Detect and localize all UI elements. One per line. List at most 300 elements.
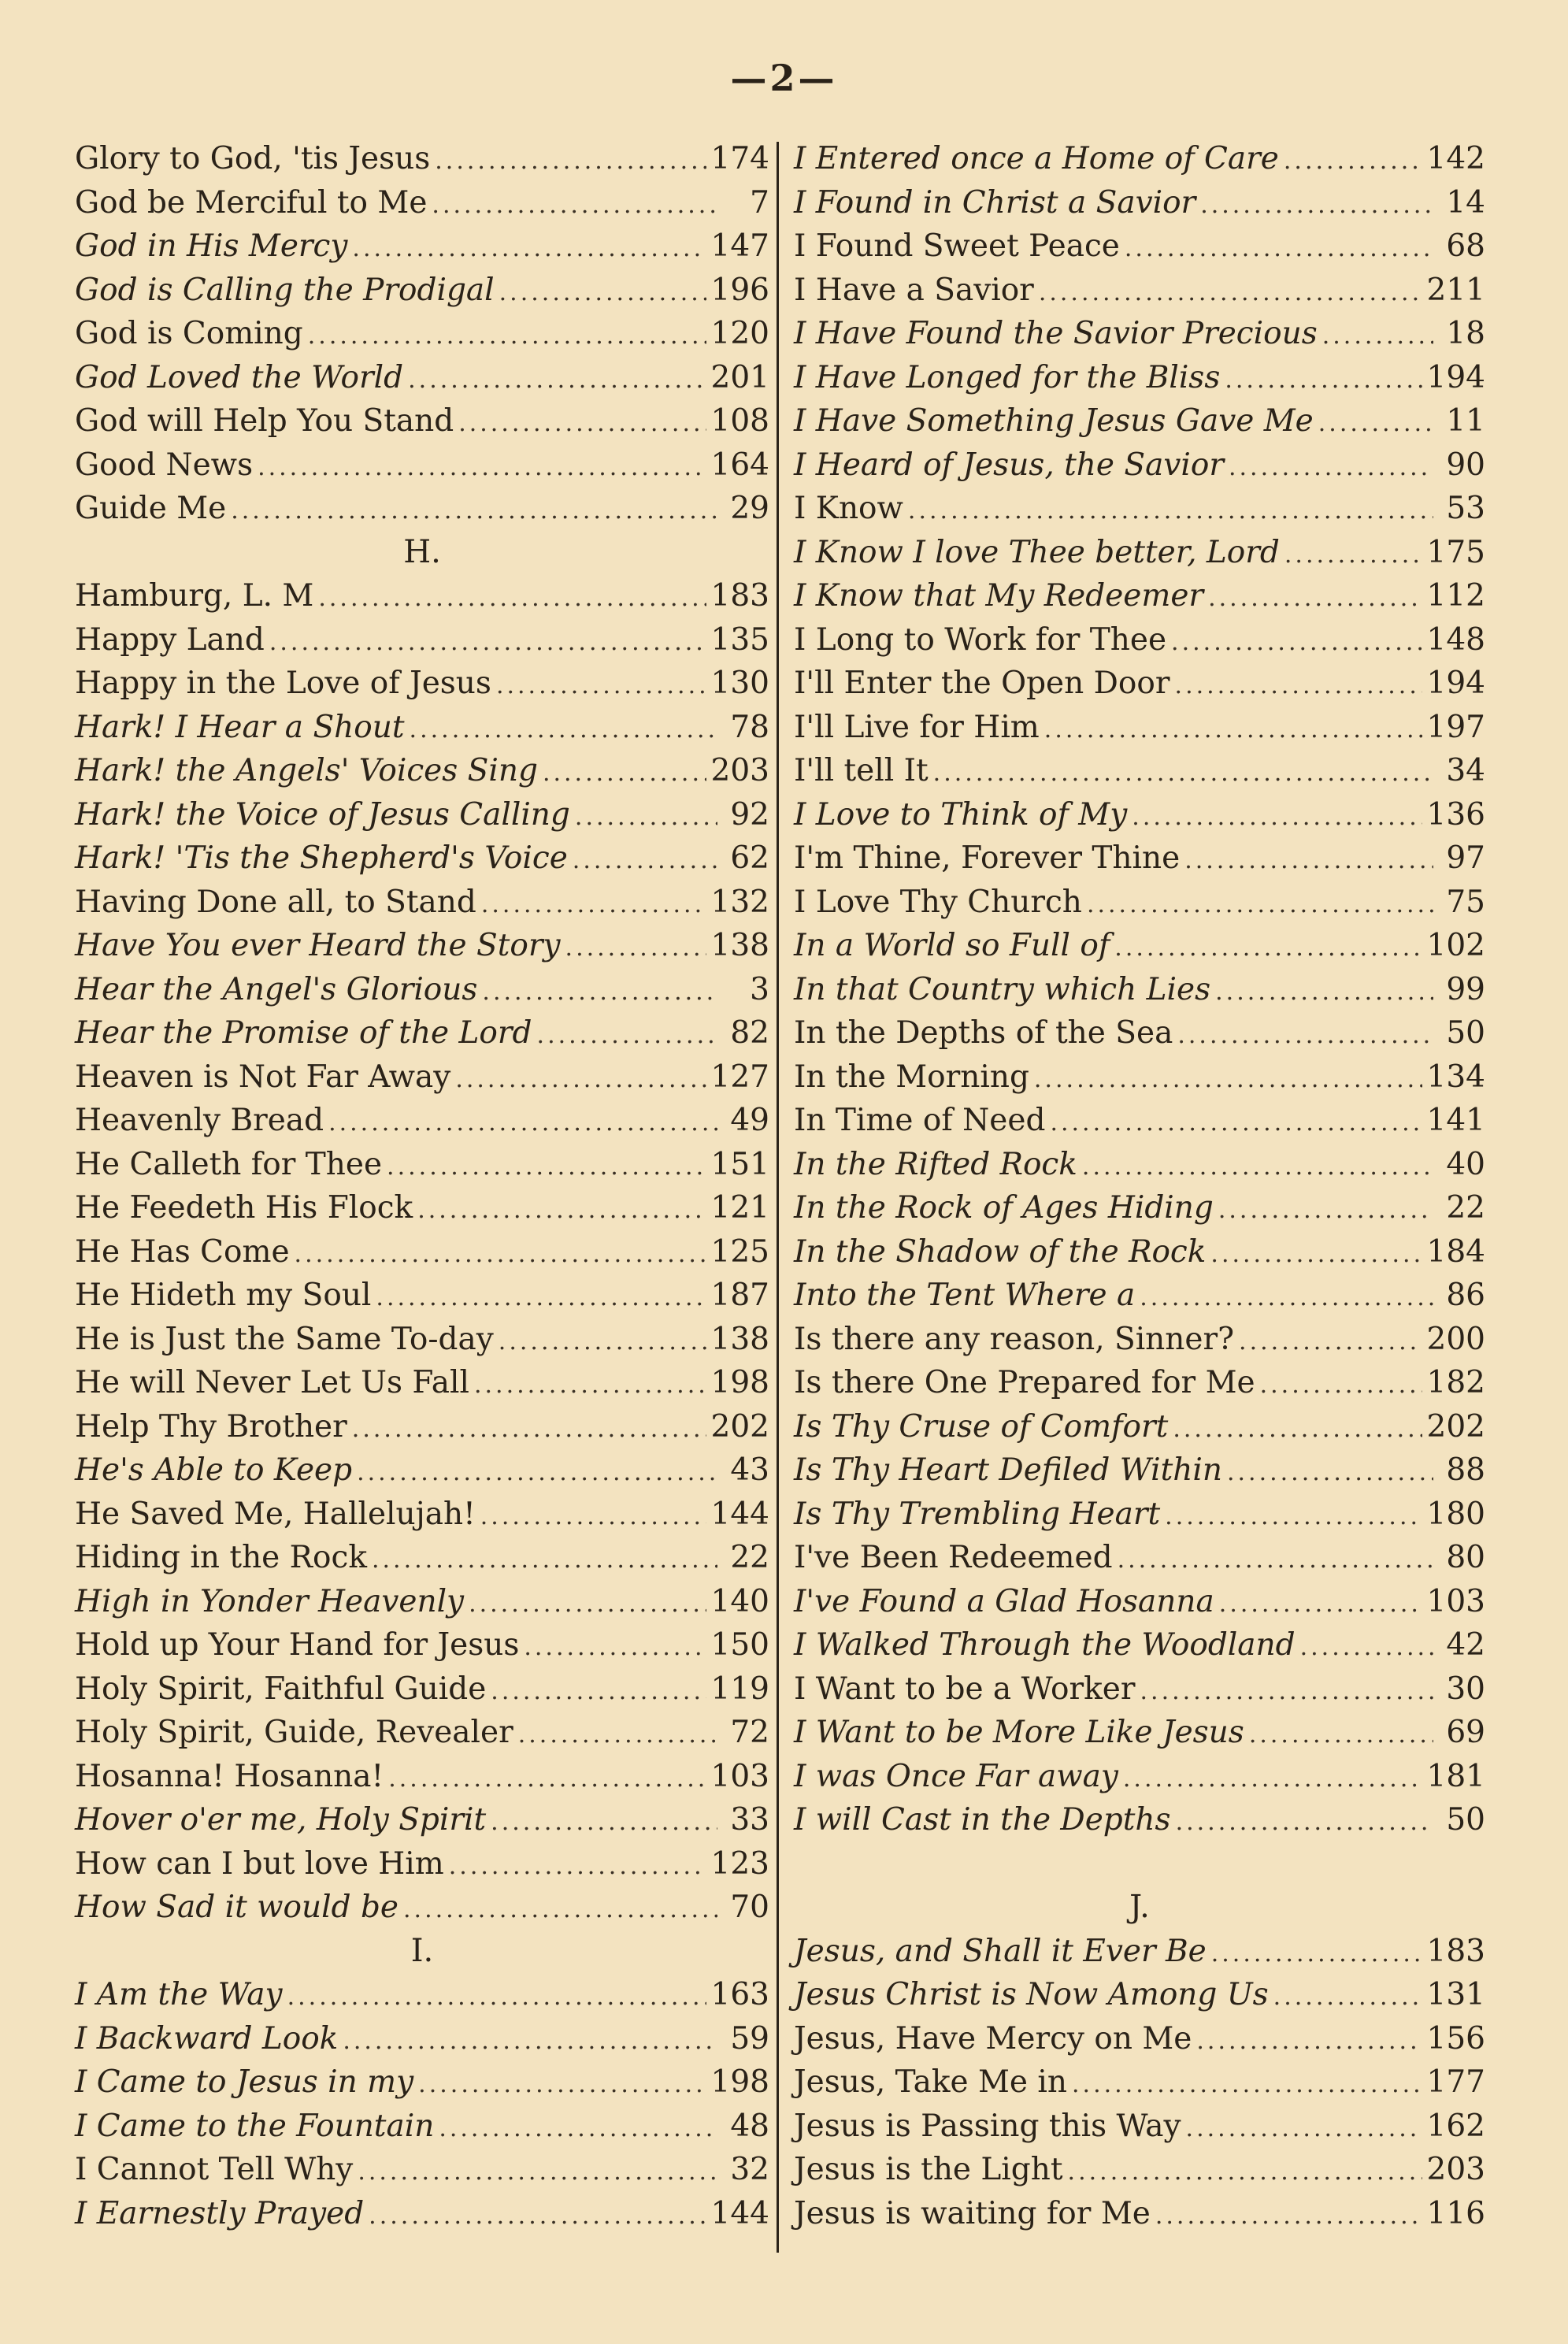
entry-title: High in Yonder Heavenly — [75, 1583, 465, 1619]
dot-leader — [343, 2019, 717, 2064]
dot-leader — [388, 1757, 706, 1801]
index-entry — [794, 1623, 1485, 1667]
entry-title: In the Morning — [794, 1059, 1029, 1095]
index-entry — [75, 224, 769, 269]
entry-title: I Cannot Tell Why — [75, 2152, 354, 2187]
entry-page-number: 103 — [1426, 1583, 1485, 1619]
dot-leader — [1132, 796, 1422, 840]
entry-page-number: 40 — [1446, 1146, 1485, 1182]
index-entry — [75, 618, 769, 662]
index-entry — [794, 2148, 1485, 2192]
entry-title: I Have Something Jesus Gave Me — [794, 403, 1314, 439]
entry-title: I'll Live for Him — [794, 709, 1040, 745]
index-entry — [75, 881, 769, 925]
entry-title: I Came to the Fountain — [75, 2108, 435, 2144]
index-entry — [794, 1973, 1485, 2017]
entry-title: Jesus Christ is Now Among Us — [794, 1977, 1269, 2012]
index-entry — [794, 1099, 1485, 1143]
entry-page-number: 116 — [1426, 2195, 1485, 2231]
index-entry — [794, 2192, 1485, 2236]
entry-title: God will Help You Stand — [75, 403, 454, 439]
dot-leader — [418, 2063, 706, 2107]
dot-leader — [410, 708, 717, 752]
entry-title: Hark! the Angels' Voices Sing — [75, 753, 538, 788]
index-entry — [75, 2105, 769, 2149]
index-entry — [75, 1493, 769, 1537]
index-entry — [75, 1536, 769, 1580]
entry-page-number: 82 — [730, 1015, 769, 1051]
entry-page-number: 197 — [1426, 709, 1485, 745]
index-entry — [794, 881, 1485, 925]
entry-page-number: 99 — [1446, 971, 1485, 1007]
dot-leader — [369, 2194, 706, 2238]
entry-title: Hear the Angel's Glorious — [75, 971, 478, 1007]
dot-leader — [1176, 1801, 1433, 1845]
index-entry — [794, 662, 1485, 706]
entry-page-number: 125 — [710, 1233, 769, 1270]
index-entry — [75, 2192, 769, 2236]
entry-title: In the Rock of Ages Hiding — [794, 1190, 1214, 1226]
entry-title: Jesus is waiting for Me — [794, 2195, 1151, 2231]
entry-title: I Found Sweet Peace — [794, 228, 1120, 264]
dot-leader — [1177, 1014, 1433, 1058]
entry-title: I Am the Way — [75, 1977, 283, 2012]
dot-leader — [1210, 1233, 1422, 1277]
dot-leader — [1034, 1058, 1422, 1102]
index-entry — [75, 1973, 769, 2017]
dot-leader — [328, 1101, 717, 1145]
entry-page-number: 150 — [710, 1627, 769, 1663]
entry-page-number: 102 — [1426, 928, 1485, 963]
index-entry — [75, 399, 769, 443]
entry-page-number: 147 — [710, 228, 769, 264]
index-entry — [75, 1055, 769, 1100]
dot-leader — [308, 314, 706, 358]
index-entry — [794, 487, 1485, 531]
index-entry — [794, 531, 1485, 575]
entries-h — [75, 574, 769, 1930]
entry-page-number: 75 — [1446, 884, 1485, 920]
entry-page-number: 156 — [1426, 2020, 1485, 2057]
entry-title: I Know — [794, 491, 903, 526]
dot-leader — [1082, 1145, 1433, 1189]
entry-title: Heaven is Not Far Away — [75, 1059, 451, 1095]
dot-leader — [1218, 1189, 1433, 1233]
entry-title: Have You ever Heard the Story — [75, 928, 561, 963]
entry-page-number: 32 — [730, 2152, 769, 2187]
entry-title: Hosanna! Hosanna! — [75, 1758, 384, 1794]
entry-page-number: 144 — [710, 2195, 769, 2231]
dot-leader — [1318, 402, 1433, 446]
entry-title: Is there One Prepared for Me — [794, 1365, 1255, 1400]
entry-page-number: 11 — [1446, 403, 1485, 439]
dot-leader — [1155, 2194, 1422, 2238]
dot-leader — [1219, 1582, 1422, 1626]
dot-leader — [449, 1845, 706, 1889]
entry-page-number: 200 — [1426, 1321, 1485, 1357]
entry-page-number: 14 — [1446, 184, 1485, 221]
right-index-column — [794, 137, 1485, 2235]
entry-page-number: 180 — [1426, 1496, 1485, 1532]
entry-page-number: 34 — [1446, 753, 1485, 788]
dot-leader — [474, 1363, 706, 1408]
dot-leader — [357, 1451, 717, 1495]
entry-title: Is Thy Heart Defiled Within — [794, 1452, 1222, 1488]
entry-title: In that Country which Lies — [794, 971, 1211, 1007]
entry-title: In a World so Full of — [794, 928, 1110, 963]
dot-leader — [1044, 708, 1422, 752]
entry-page-number: 130 — [710, 666, 769, 701]
entry-title: Is there any reason, Sinner? — [794, 1321, 1235, 1357]
index-entry — [794, 2060, 1485, 2105]
index-entry — [794, 1448, 1485, 1493]
dot-leader — [1087, 883, 1433, 927]
index-entry — [75, 1099, 769, 1143]
dot-leader — [1171, 621, 1422, 665]
dot-leader — [491, 1670, 706, 1714]
dot-leader — [387, 1145, 706, 1189]
index-entry — [794, 1580, 1485, 1624]
entry-page-number: 69 — [1446, 1715, 1485, 1750]
entry-page-number: 33 — [730, 1802, 769, 1838]
entry-page-number: 138 — [710, 928, 769, 963]
index-entry — [75, 706, 769, 750]
entry-title: I Love to Think of My — [794, 796, 1128, 833]
index-entry — [794, 181, 1485, 225]
dot-leader — [543, 751, 706, 796]
entry-page-number: 140 — [710, 1583, 769, 1619]
entry-title: I've Found a Glad Hosanna — [794, 1583, 1214, 1619]
dot-leader — [1186, 2107, 1422, 2151]
entry-title: God Loved the World — [75, 359, 404, 395]
dot-leader — [1249, 1713, 1433, 1757]
dot-leader — [1208, 577, 1422, 621]
dot-leader — [1072, 2063, 1422, 2107]
index-entry — [794, 1186, 1485, 1230]
entry-page-number: 142 — [1426, 141, 1485, 176]
dot-leader — [372, 1538, 717, 1582]
entry-page-number: 92 — [730, 796, 769, 833]
dot-leader — [1225, 358, 1422, 402]
entry-title: Hover o'er me, Holy Spirit — [75, 1802, 487, 1838]
entry-title: Hark! the Voice of Jesus Calling — [75, 796, 570, 833]
dot-leader — [1050, 1101, 1422, 1145]
entry-page-number: 196 — [710, 272, 769, 308]
entry-page-number: 198 — [710, 1365, 769, 1400]
index-entry — [794, 224, 1485, 269]
entry-page-number: 136 — [1426, 796, 1485, 833]
entry-title: I'll Enter the Open Door — [794, 666, 1170, 701]
entry-title: Is Thy Cruse of Comfort — [794, 1408, 1169, 1445]
entry-page-number: 59 — [730, 2020, 769, 2057]
entry-page-number: 30 — [1446, 1671, 1485, 1707]
entry-title: God is Calling the Prodigal — [75, 272, 495, 308]
index-entry — [794, 1361, 1485, 1405]
entry-page-number: 134 — [1426, 1059, 1485, 1095]
entry-page-number: 194 — [1426, 666, 1485, 701]
dot-leader — [482, 970, 717, 1014]
index-entry — [794, 1711, 1485, 1755]
entry-title: I Know I love Thee better, Lord — [794, 534, 1280, 570]
entry-page-number: 131 — [1426, 1977, 1485, 2012]
entry-title: I'll tell It — [794, 753, 929, 788]
entry-title: He's Able to Keep — [75, 1452, 353, 1488]
index-entry — [794, 1798, 1485, 1842]
dot-leader — [573, 839, 717, 883]
entry-page-number: 127 — [710, 1059, 769, 1095]
index-entry — [794, 356, 1485, 400]
entry-title: Heavenly Bread — [75, 1103, 324, 1138]
dot-leader — [1184, 839, 1433, 883]
index-entry — [794, 1011, 1485, 1055]
entry-title: I Long to Work for Thee — [794, 621, 1167, 658]
entry-page-number: 148 — [1426, 621, 1485, 658]
index-entry — [794, 269, 1485, 313]
dot-leader — [1273, 1975, 1422, 2019]
entry-title: I Found in Christ a Savior — [794, 184, 1196, 221]
index-entry — [75, 1755, 769, 1799]
entry-page-number: 201 — [710, 359, 769, 395]
index-entry — [75, 1318, 769, 1362]
index-entry — [75, 356, 769, 400]
entry-title: Hamburg, L. M — [75, 578, 314, 614]
entry-page-number: 78 — [730, 709, 769, 745]
index-entry — [794, 618, 1485, 662]
entry-title: He Hideth my Soul — [75, 1278, 372, 1313]
index-entry — [794, 1536, 1485, 1580]
entry-page-number: 43 — [730, 1452, 769, 1488]
entry-title: I Earnestly Prayed — [75, 2195, 365, 2231]
section-heading-j: J. — [1129, 1889, 1150, 1925]
entry-page-number: 183 — [710, 578, 769, 614]
left-index-column — [75, 137, 769, 2235]
entry-title: Guide Me — [75, 491, 227, 526]
entry-title: I Entered once a Home of Care — [794, 141, 1279, 176]
dot-leader — [1200, 184, 1433, 228]
entries-i-right — [794, 137, 1485, 1842]
index-entry — [75, 1405, 769, 1449]
entry-page-number: 22 — [1446, 1190, 1485, 1226]
entry-title: Help Thy Brother — [75, 1408, 347, 1445]
entry-title: Into the Tent Where a — [794, 1278, 1136, 1313]
index-entry — [75, 968, 769, 1012]
entry-title: He Has Come — [75, 1233, 290, 1270]
entry-page-number: 123 — [710, 1845, 769, 1882]
entries-j — [794, 1930, 1485, 2236]
section-gap — [794, 1842, 1485, 1886]
entry-title: I Walked Through the Woodland — [794, 1627, 1296, 1663]
section-heading-i: I. — [410, 1932, 434, 1969]
dot-leader — [439, 2107, 717, 2151]
index-entry — [794, 1230, 1485, 1274]
entry-title: I was Once Far away — [794, 1758, 1118, 1794]
entry-page-number: 86 — [1446, 1278, 1485, 1313]
index-entry — [75, 1711, 769, 1755]
index-entry — [794, 137, 1485, 181]
index-entry — [75, 924, 769, 968]
dot-leader — [1123, 1757, 1422, 1801]
dot-leader — [1196, 2019, 1422, 2064]
section-heading-h: H. — [403, 533, 441, 570]
index-entry — [75, 836, 769, 881]
entry-title: In the Depths of the Sea — [794, 1015, 1173, 1051]
dot-leader — [491, 1801, 717, 1845]
dot-leader — [455, 1058, 706, 1102]
index-entry — [75, 1186, 769, 1230]
entry-page-number: 164 — [710, 447, 769, 483]
index-entry — [794, 2105, 1485, 2149]
page-number: —2— — [730, 57, 838, 99]
entry-page-number: 163 — [710, 1977, 769, 2012]
index-entry — [794, 924, 1485, 968]
index-entry — [794, 2017, 1485, 2061]
entry-title: God is Coming — [75, 316, 303, 351]
entry-page-number: 7 — [750, 184, 769, 221]
entry-page-number: 53 — [1446, 491, 1485, 526]
entry-title: Hiding in the Rock — [75, 1540, 367, 1575]
entry-title: I Love Thy Church — [794, 884, 1082, 920]
entry-title: I Know that My Redeemer — [794, 578, 1204, 614]
index-entry — [794, 968, 1485, 1012]
dot-leader — [1215, 970, 1433, 1014]
dot-leader — [269, 621, 706, 665]
entry-page-number: 182 — [1426, 1365, 1485, 1400]
dot-leader — [352, 227, 706, 271]
entry-page-number: 141 — [1426, 1103, 1485, 1138]
dot-leader — [1260, 1363, 1422, 1408]
column-divider — [777, 142, 779, 2253]
entry-title: Happy in the Love of Jesus — [75, 666, 491, 701]
dot-leader — [908, 489, 1433, 533]
index-entry — [75, 2148, 769, 2192]
entry-page-number: 29 — [730, 491, 769, 526]
entry-title: Is Thy Trembling Heart — [794, 1496, 1161, 1532]
dot-leader — [499, 271, 706, 315]
index-entry — [75, 793, 769, 837]
index-entry — [75, 574, 769, 618]
index-entry — [75, 2017, 769, 2061]
entry-page-number: 72 — [730, 1715, 769, 1750]
entry-page-number: 108 — [710, 403, 769, 439]
dot-leader — [287, 1975, 706, 2019]
index-entry — [75, 443, 769, 488]
dot-leader — [496, 664, 706, 708]
entry-title: I Have Found the Savior Precious — [794, 316, 1318, 351]
dot-leader — [458, 402, 706, 446]
entry-page-number: 112 — [1426, 578, 1485, 614]
entry-page-number: 88 — [1446, 1452, 1485, 1488]
entry-page-number: 97 — [1446, 840, 1485, 876]
entry-title: Happy Land — [75, 621, 265, 658]
dot-leader — [295, 1233, 706, 1277]
entry-title: Jesus is the Light — [794, 2152, 1063, 2187]
entry-page-number: 70 — [730, 1890, 769, 1925]
index-entry — [75, 1623, 769, 1667]
index-entry — [75, 1230, 769, 1274]
dot-leader — [258, 446, 706, 490]
dot-leader — [1125, 227, 1433, 271]
dot-leader — [524, 1626, 706, 1670]
dot-leader — [1211, 1932, 1422, 1976]
index-entry — [794, 749, 1485, 793]
dot-leader — [933, 751, 1433, 796]
entry-page-number: 183 — [1426, 1933, 1485, 1969]
entry-title: He Calleth for Thee — [75, 1146, 383, 1182]
entry-page-number: 119 — [710, 1671, 769, 1707]
index-entry — [75, 137, 769, 181]
entry-page-number: 144 — [710, 1496, 769, 1532]
dot-leader — [1239, 1320, 1422, 1364]
entry-title: Hark! 'Tis the Shepherd's Voice — [75, 840, 568, 876]
dot-leader — [1118, 1538, 1433, 1582]
entry-page-number: 68 — [1446, 228, 1485, 264]
index-entry — [794, 1318, 1485, 1362]
entry-title: Jesus, and Shall it Ever Be — [794, 1933, 1207, 1969]
index-entry — [75, 1274, 769, 1318]
index-entry — [75, 2060, 769, 2105]
entry-page-number: 162 — [1426, 2108, 1485, 2144]
entry-title: I Want to be a Worker — [794, 1671, 1136, 1707]
dot-leader — [565, 926, 706, 970]
entry-title: God be Merciful to Me — [75, 184, 428, 221]
dot-leader — [1229, 446, 1433, 490]
entry-page-number: 48 — [730, 2108, 769, 2144]
dot-leader — [1284, 533, 1422, 577]
entry-title: Hear the Promise of the Lord — [75, 1015, 532, 1051]
index-entry — [75, 312, 769, 356]
entry-page-number: 187 — [710, 1278, 769, 1313]
entry-title: Holy Spirit, Faithful Guide — [75, 1671, 487, 1707]
index-entry — [75, 1842, 769, 1886]
index-entry — [794, 836, 1485, 881]
index-entry — [75, 749, 769, 793]
index-entry — [75, 487, 769, 531]
entry-title: He is Just the Same To-day — [75, 1321, 494, 1357]
entry-title: Hold up Your Hand for Jesus — [75, 1627, 520, 1663]
dot-leader — [1140, 1670, 1434, 1714]
entry-title: I Have Longed for the Bliss — [794, 359, 1221, 395]
index-entry — [794, 443, 1485, 488]
entries-i-left — [75, 1973, 769, 2235]
entry-title: I Heard of Jesus, the Savior — [794, 447, 1224, 483]
entry-page-number: 80 — [1446, 1540, 1485, 1575]
entry-page-number: 22 — [730, 1540, 769, 1575]
entries-g — [75, 137, 769, 531]
entry-page-number: 132 — [710, 884, 769, 920]
index-entry — [794, 793, 1485, 837]
dot-leader — [1284, 139, 1422, 184]
dot-leader — [231, 489, 717, 533]
index-entry — [794, 1930, 1485, 1974]
index-entry — [75, 1798, 769, 1842]
entry-title: I Want to be More Like Jesus — [794, 1715, 1244, 1750]
entry-page-number: 49 — [730, 1103, 769, 1138]
entry-page-number: 42 — [1446, 1627, 1485, 1663]
entry-page-number: 50 — [1446, 1015, 1485, 1051]
entry-title: Jesus is Passing this Way — [794, 2108, 1181, 2144]
entry-title: Holy Spirit, Guide, Revealer — [75, 1715, 513, 1750]
entry-title: In Time of Need — [794, 1103, 1046, 1138]
index-entry — [75, 1667, 769, 1712]
entry-title: I Have a Savior — [794, 272, 1034, 308]
index-entry — [75, 662, 769, 706]
dot-leader — [537, 1014, 717, 1058]
entry-title: How can I but love Him — [75, 1845, 444, 1882]
entry-title: Hark! I Hear a Shout — [75, 709, 405, 745]
entry-page-number: 184 — [1426, 1233, 1485, 1270]
index-entry — [794, 1667, 1485, 1712]
entry-page-number: 120 — [710, 316, 769, 351]
